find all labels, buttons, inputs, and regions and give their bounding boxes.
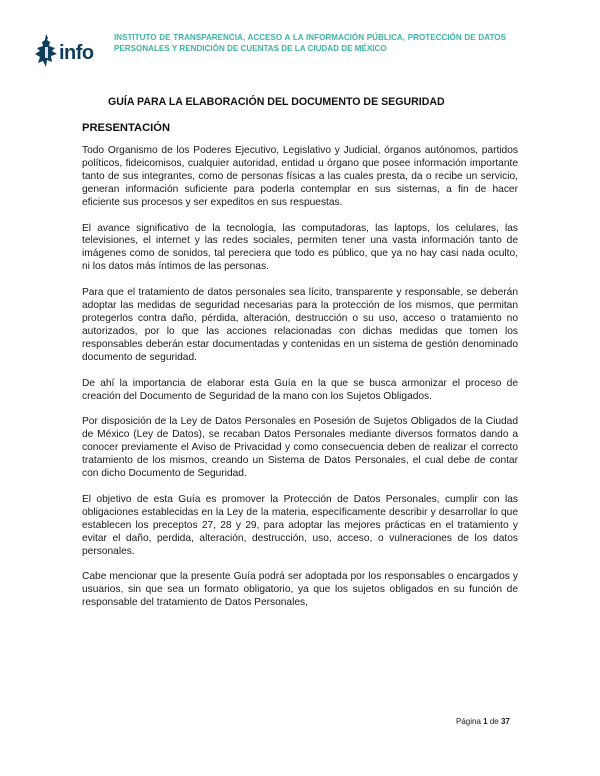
- paragraph: Cabe mencionar que la presente Guía podrá ser adoptada por los responsables o encargados y usuarios, sin que sea un formato obligatorio, ya que los sujetos obligados en su función de responsable del tratamiento de Datos Personales,: [82, 571, 518, 609]
- info-logo: [34, 34, 102, 68]
- paragraph: El avance significativo de la tecnología, las computadoras, las laptops, los celulares, las televisiones, el internet y las redes sociales, permiten tener una vasta información tanto de imágenes como de sonidos, tal pereciera que todo es público, que ya no hay casi nada oculto, ni los datos más íntimos de las personas.: [82, 222, 518, 273]
- logo-wordmark: info: [59, 42, 94, 64]
- torch-figure-icon: [34, 34, 60, 68]
- paragraph: Por disposición de la Ley de Datos Personales en Posesión de Sujetos Obligados de la Ciudad de México (Ley de Datos), se recaban Datos Personales mediante diversos formatos dando a conocer previamente el Aviso de Privacidad y como consecuencia deben de realizar el correcto tratamiento de los mismos, creando un Sistema de Datos Personales, el cual debe de contar con dicho Documento de Seguridad.: [82, 416, 518, 480]
- section-heading: PRESENTACIÓN: [82, 122, 171, 134]
- paragraph: Todo Organismo de los Poderes Ejecutivo, Legislativo y Judicial, órganos autónomos, partidos políticos, fideicomisos, cualquier autoridad, entidad u órgano que posee información importante tanto de sus integrantes, como de personas físicas a las cuales presta, da o recibe un servicio, generan información suficiente para poderla contemplar en sus sistemas, a fin de hacer eficiente sus procesos y ser expeditos en sus respuestas.: [82, 145, 518, 208]
- paragraph: Para que el tratamiento de datos personales sea lícito, transparente y responsable, se deberán adoptar las medidas de seguridad necesarias para la protección de los mismos, que permitan protegerlos contra daño, pérdida, alteración, destrucción o su uso, acceso o tratamiento no autorizados, por lo que las acciones relacionadas con dichas medidas que tomen los responsables deberán estar documentadas y contenidas en un sistema de gestión denominado documento de seguridad.: [82, 287, 518, 363]
- body-text: [82, 145, 518, 623]
- page-label: Página: [456, 717, 481, 726]
- page-header: [34, 30, 504, 70]
- document-title: GUÍA PARA LA ELABORACIÓN DEL DOCUMENTO DE SEGURIDAD: [108, 96, 445, 108]
- of-label: de: [489, 717, 499, 726]
- total-pages: 37: [500, 717, 510, 726]
- page-number: [456, 717, 510, 726]
- paragraph: De ahí la importancia de elaborar esta Guía en la que se busca armonizar el proceso de creación del Documento de Seguridad de la mano con los Sujetos Obligados.: [82, 377, 518, 402]
- paragraph: El objetivo de esta Guía es promover la Protección de Datos Personales, cumplir con las obligaciones establecidas en la Ley de la materia, específicamente describir y desarrollar lo que establecen los preceptos 27, 28 y 29, para adoptar las mejores prácticas en el tratamiento y evitar el daño, perdida, alteración, destrucción, uso, acceso, o vulneraciones de los datos personales.: [82, 493, 518, 557]
- current-page: 1: [483, 717, 488, 726]
- institution-name: INSTITUTO DE TRANSPARENCIA, ACCESO A LA INFORMACIÓN PÚBLICA, PROTECCIÓN DE DATOS PERSONALES Y RENDICIÓN DE CUENTAS DE LA CIUDAD DE MÉXICO: [114, 33, 506, 53]
